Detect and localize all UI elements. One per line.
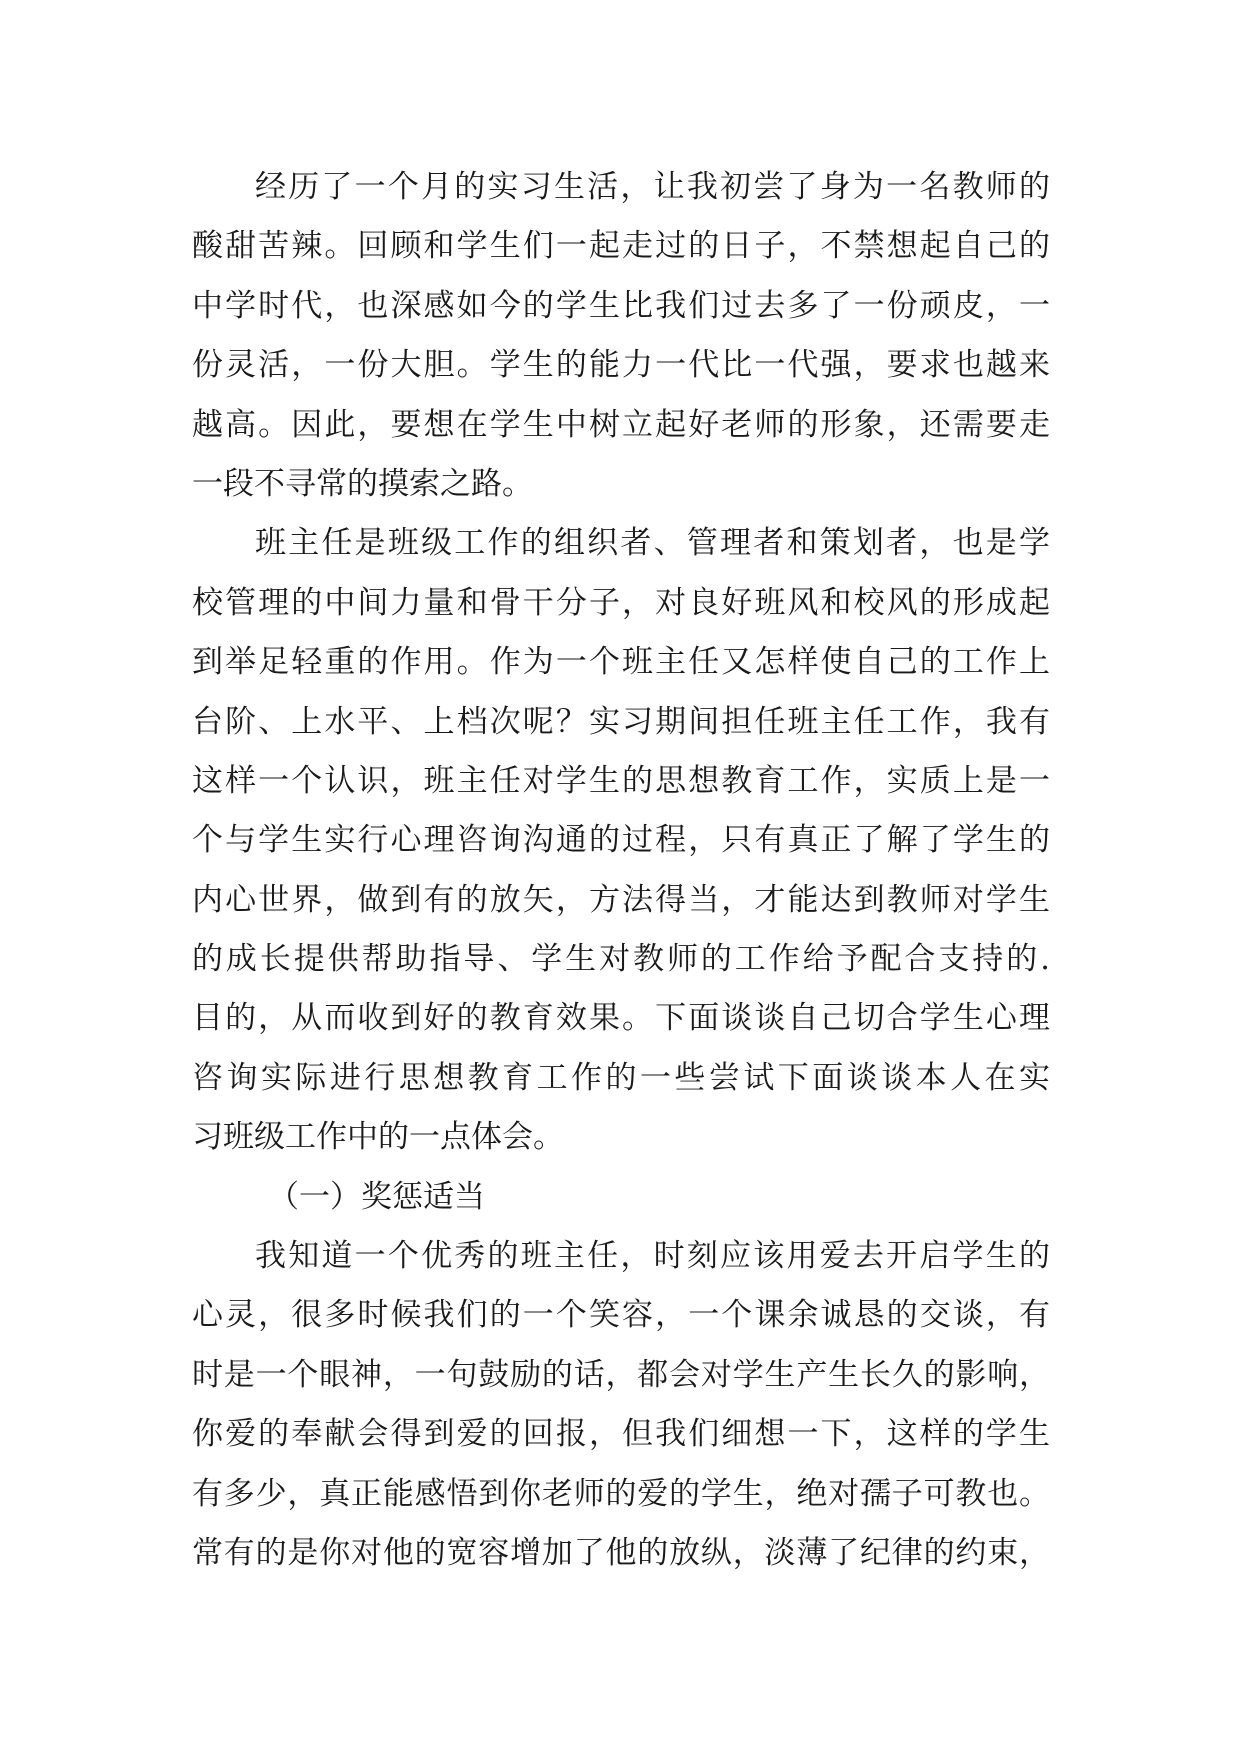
paragraph-line: 个与学生实行心理咨询沟通的过程，只有真正了解了学生的 [192, 822, 1050, 859]
paragraph-line: 这样一个认识，班主任对学生的思想教育工作，实质上是一 [192, 762, 1050, 799]
paragraph-line: 常有的是你对他的宽容增加了他的放纵，淡薄了纪律的约束， [192, 1534, 1050, 1571]
paragraph-line: 中学时代，也深感如今的学生比我们过去多了一份顽皮，一 [192, 287, 1050, 324]
paragraph-line: 心灵，很多时候我们的一个笑容，一个课余诚恳的交谈，有 [192, 1297, 1050, 1334]
paragraph-line: 的成长提供帮助指导、学生对教师的工作给予配合支持的. [192, 941, 1050, 978]
paragraph-line: 班主任是班级工作的组织者、管理者和策划者，也是学 [255, 525, 1050, 562]
paragraph-line: 时是一个眼神，一句鼓励的话，都会对学生产生长久的影响， [192, 1356, 1050, 1393]
paragraph-3 [192, 1227, 1050, 1583]
section-heading: （一）奖惩适当 [268, 1178, 485, 1215]
document-body [192, 158, 1050, 1583]
paragraph-line: 目的，从而收到好的教育效果。下面谈谈自己切合学生心理 [192, 1000, 1050, 1037]
paragraph-line: 我知道一个优秀的班主任，时刻应该用爱去开启学生的 [255, 1238, 1050, 1275]
paragraph-2 [192, 514, 1050, 1167]
paragraph-line: 咨询实际进行思想教育工作的一些尝试下面谈谈本人在实 [192, 1059, 1050, 1096]
paragraph-line: 经历了一个月的实习生活，让我初尝了身为一名教师的 [255, 169, 1050, 205]
paragraph-line: 台阶、上水平、上档次呢？实习期间担任班主任工作，我有 [192, 703, 1050, 740]
paragraph-line: 一段不寻常的摸索之路。 [192, 465, 533, 502]
paragraph-line: 有多少，真正能感悟到你老师的爱的学生，绝对孺子可教也。 [192, 1475, 1050, 1512]
paragraph-line: 到举足轻重的作用。作为一个班主任又怎样使自己的工作上 [192, 644, 1050, 681]
paragraph-1 [192, 158, 1050, 514]
paragraph-line: 内心世界，做到有的放矢，方法得当，才能达到教师对学生 [192, 881, 1050, 918]
paragraph-line: 校管理的中间力量和骨干分子，对良好班风和校风的形成起 [192, 584, 1050, 621]
paragraph-line: 份灵活，一份大胆。学生的能力一代比一代强，要求也越来 [192, 347, 1050, 384]
paragraph-line: 习班级工作中的一点体会。 [192, 1119, 564, 1156]
paragraph-line: 越高。因此，要想在学生中树立起好老师的形象，还需要走 [192, 406, 1050, 443]
paragraph-line: 你爱的奉献会得到爱的回报，但我们细想一下，这样的学生 [192, 1416, 1050, 1453]
paragraph-line: 酸甜苦辣。回顾和学生们一起走过的日子，不禁想起自己的 [192, 228, 1050, 265]
